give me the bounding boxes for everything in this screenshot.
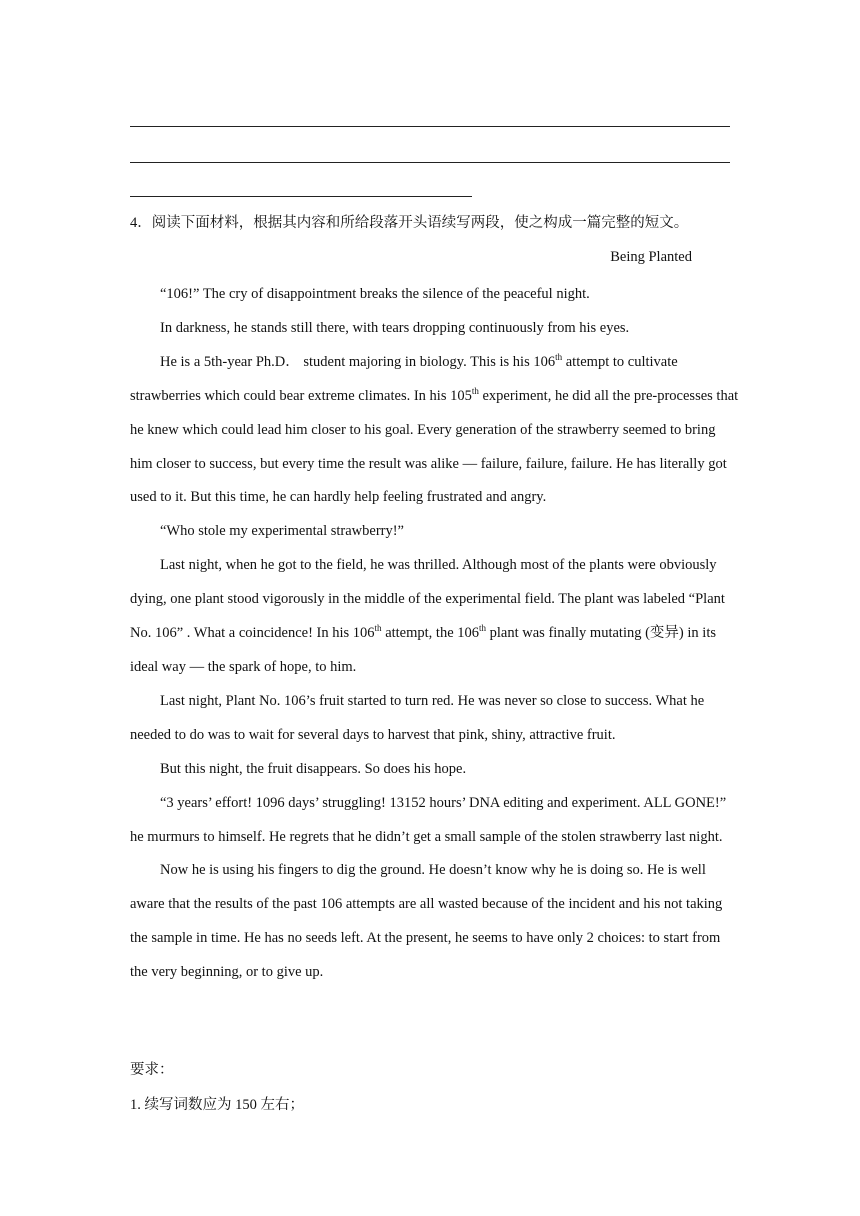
paragraph-7: But this night, the fruit disappears. So does his hope. xyxy=(160,760,467,777)
paragraph-4: “Who stole my experimental strawberry!” xyxy=(160,523,404,540)
requirement-item-1: 1. 续写词数应为 150 左右； xyxy=(130,1097,304,1113)
paragraph-2: In darkness, he stands still there, with tears dropping continuously from his eyes. xyxy=(160,319,630,336)
paragraph-1: “106!” The cry of disappointment breaks the silence of the peaceful night. xyxy=(160,286,590,302)
requirements-label: 要求： xyxy=(130,1062,174,1078)
question-instruction: 阅读下面材料，根据其内容和所给段落开头语续写两段，使之构成一篇完整的短文。 xyxy=(151,215,689,231)
paragraph-8: “3 years’ effort! 1096 days’ struggling! 13152 hours’ DNA editing and experiment. ALL GONE!” he murmurs to himself. He regrets that he didn’t get a small sample of the stolen strawberry last night. xyxy=(130,794,727,845)
answer-line-3 xyxy=(130,196,472,197)
paragraph-3: He is a 5th-year Ph.D． student majoring in biology. This is his 106th attempt to cultivate strawberries which could bear extreme climates. In his 105th experiment, he did all the pre-processes that he knew which could lead him closer to his goal. Every generation of the strawberry seemed to bring him closer to success, but every time the result was alike — failure, failure, failure. He has literally got used to it. But this time, he can hardly help feeling frustrated and angry. xyxy=(130,351,739,506)
question-number: 4． xyxy=(130,215,152,231)
paragraph-6: Last night, Plant No. 106’s fruit started to turn red. He was never so close to success. What he needed to do was to wait for several days to harvest that pink, shiny, attractive fruit. xyxy=(130,692,705,743)
paragraph-5: Last night, when he got to the field, he was thrilled. Although most of the plants were obviously dying, one plant stood vigorously in the middle of the experimental field. The plant was labeled “Plant No. 106” . What a coincidence! In his 106th attempt, the 106th plant was finally mutating (变异) in its ideal way — the spark of hope, to him. xyxy=(130,557,725,675)
story-body xyxy=(130,278,740,990)
answer-line-2 xyxy=(130,162,730,163)
story-title: Being Planted xyxy=(610,249,692,265)
question-heading xyxy=(130,210,740,236)
answer-line-1 xyxy=(130,126,730,127)
paragraph-9: Now he is using his fingers to dig the ground. He doesn’t know why he is doing so. He is well aware that the results of the past 106 attempts are all wasted because of the incident and his not taking the sample in time. He has no seeds left. At the present, he seems to have only 2 choices: to start from the very beginning, or to give up. xyxy=(130,862,723,981)
